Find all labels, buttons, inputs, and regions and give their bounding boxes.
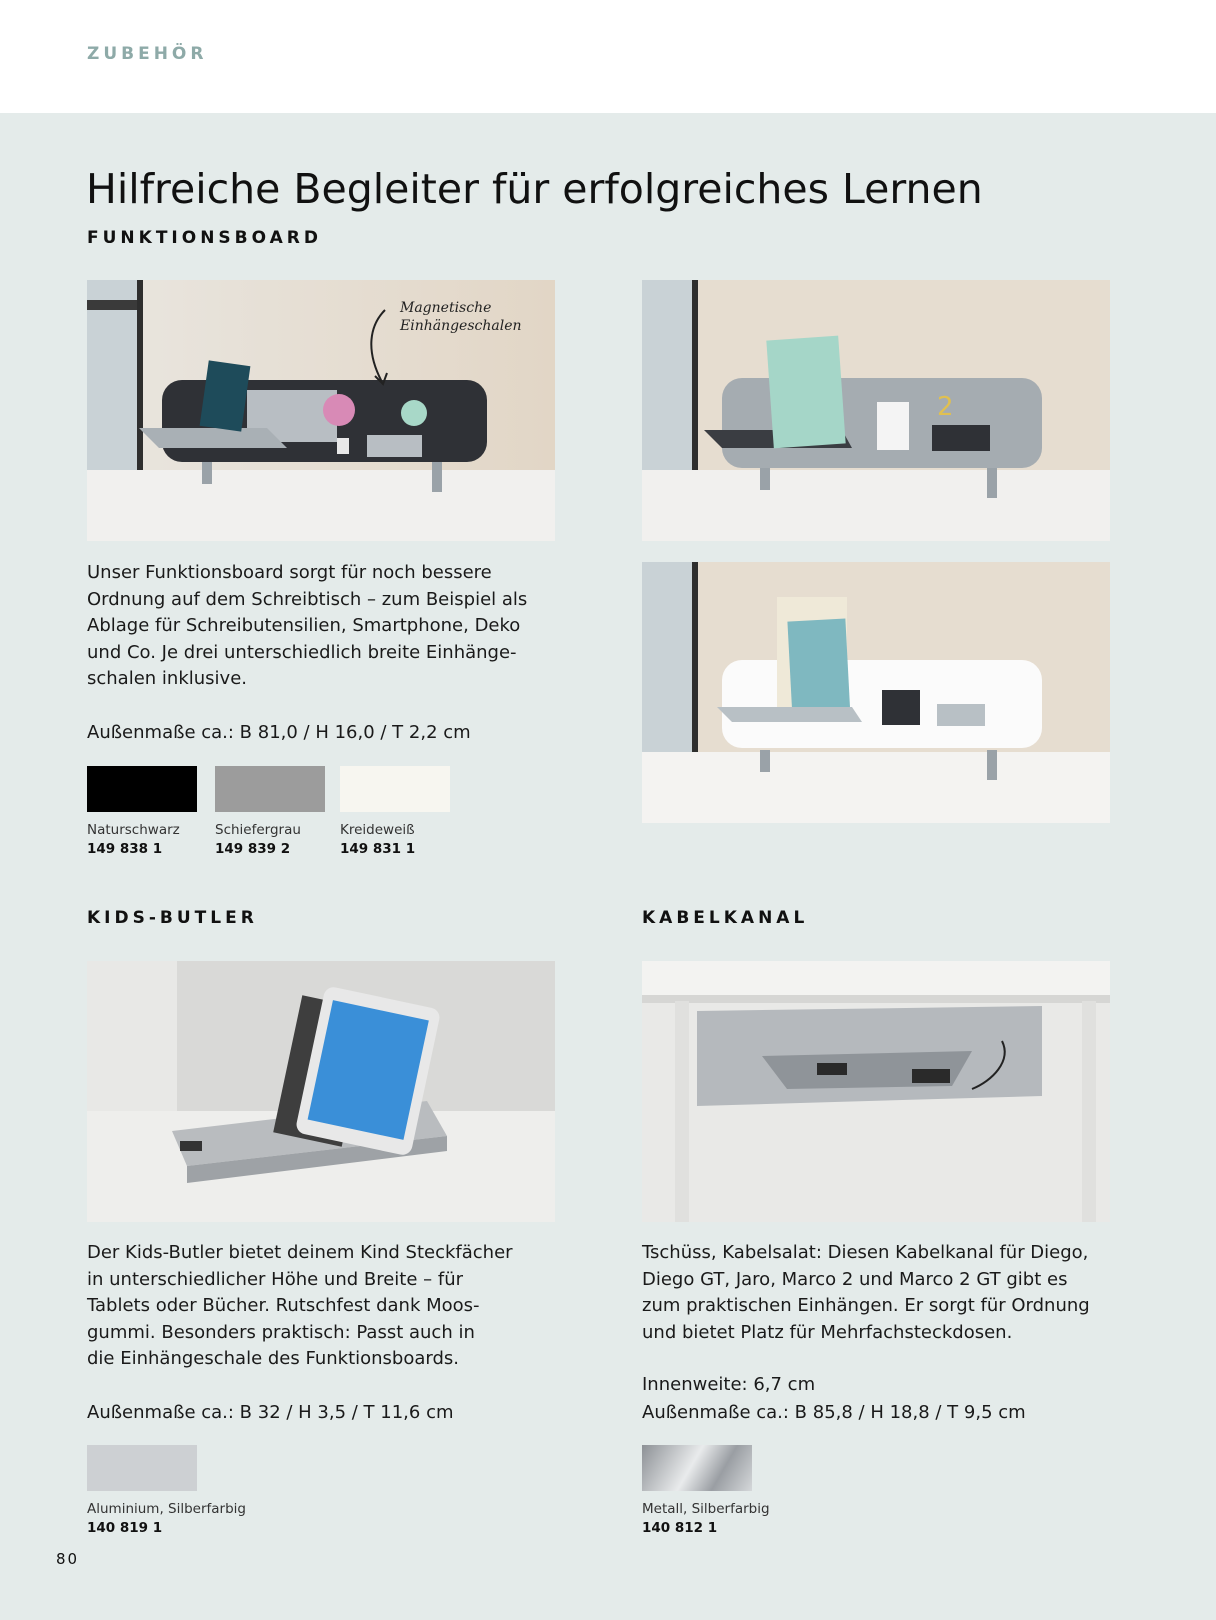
page-number: 80 bbox=[56, 1550, 80, 1568]
kabelkanal-photo bbox=[642, 961, 1110, 1222]
kids-butler-heading: KIDS-BUTLER bbox=[87, 908, 258, 928]
color-name: Schiefergrau bbox=[215, 822, 301, 838]
color-name: Metall, Silberfarbig bbox=[642, 1501, 770, 1517]
article-number: 140 812 1 bbox=[642, 1520, 718, 1536]
funktionsboard-white-photo bbox=[642, 562, 1110, 823]
funktionsboard-dimensions: Außenmaße ca.: B 81,0 / H 16,0 / T 2,2 cm bbox=[87, 722, 471, 743]
kabelkanal-dimensions: Außenmaße ca.: B 85,8 / H 18,8 / T 9,5 cm bbox=[642, 1402, 1026, 1423]
funktionsboard-grey-photo bbox=[642, 280, 1110, 541]
color-name: Naturschwarz bbox=[87, 822, 180, 838]
kabelkanal-description: Tschüss, Kabelsalat: Diesen Kabelkanal für Diego, Diego GT, Jaro, Marco 2 und Marco 2 GT gibt es zum praktischen Einhängen. Er sorgt für Ordnung und bietet Platz für Mehrfachsteckdosen. bbox=[642, 1242, 1090, 1343]
funktionsboard-black-photo bbox=[87, 280, 555, 541]
article-number: 140 819 1 bbox=[87, 1520, 163, 1536]
funktionsboard-description: Unser Funktionsboard sorgt für noch bessere Ordnung auf dem Schreibtisch – zum Beispiel als Ablage für Schreibutensilien, Smartphone, Deko und Co. Je drei unterschiedlich breite Einhänge- schalen inklusive. bbox=[87, 562, 528, 689]
page-title: Hilfreiche Begleiter für erfolgreiches Lernen bbox=[86, 165, 983, 214]
kabelkanal-heading: KABELKANAL bbox=[642, 908, 809, 928]
svg-text:2: 2 bbox=[937, 392, 954, 422]
funktionsboard-heading: FUNKTIONSBOARD bbox=[87, 228, 322, 248]
color-swatch-kreideweiss[interactable] bbox=[340, 766, 450, 812]
color-swatch-naturschwarz[interactable] bbox=[87, 766, 197, 812]
color-swatch-aluminium[interactable] bbox=[87, 1445, 197, 1491]
kabelkanal-inner-width: Innenweite: 6,7 cm bbox=[642, 1374, 816, 1395]
color-swatch-metall[interactable] bbox=[642, 1445, 752, 1491]
color-name: Aluminium, Silberfarbig bbox=[87, 1501, 247, 1517]
color-name: Kreideweiß bbox=[340, 822, 415, 838]
article-number: 149 839 2 bbox=[215, 841, 291, 857]
annotation-line2: Einhängeschalen bbox=[400, 318, 522, 334]
kids-butler-dimensions: Außenmaße ca.: B 32 / H 3,5 / T 11,6 cm bbox=[87, 1402, 454, 1423]
kids-butler-photo bbox=[87, 961, 555, 1222]
annotation-line1: Magnetische bbox=[400, 300, 492, 316]
kids-butler-description: Der Kids-Butler bietet deinem Kind Steckfächer in unterschiedlicher Höhe und Breite – für Tablets oder Bücher. Rutschfest dank Moos- gummi. Besonders praktisch: Passt auch in die Einhängeschale des Funktionsboards. bbox=[87, 1242, 513, 1369]
color-swatch-schiefergrau[interactable] bbox=[215, 766, 325, 812]
section-kicker: ZUBEHÖR bbox=[87, 44, 208, 64]
article-number: 149 838 1 bbox=[87, 841, 163, 857]
article-number: 149 831 1 bbox=[340, 841, 416, 857]
